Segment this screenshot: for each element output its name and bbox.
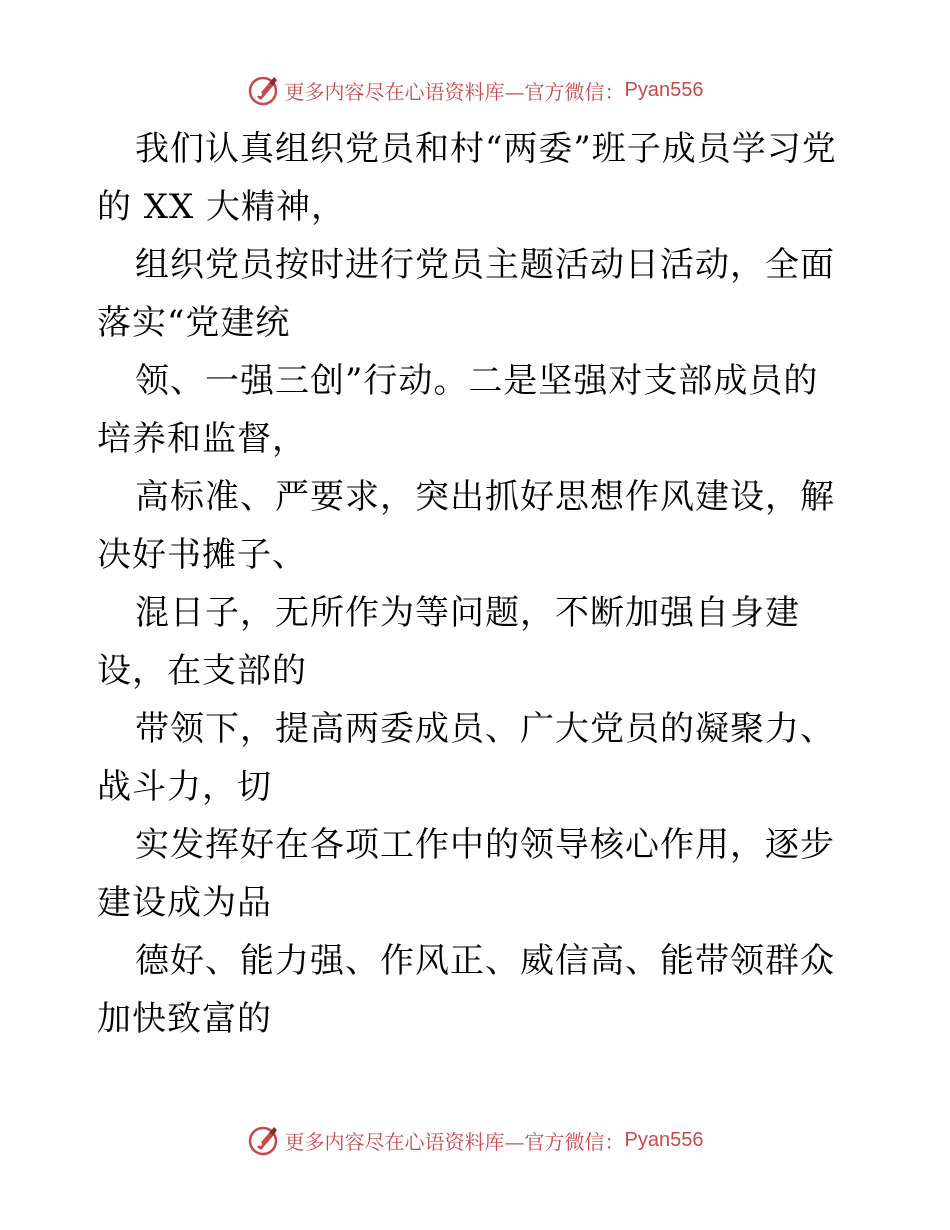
paragraph-3: 领、一强三创”行动。二是坚强对支部成员的培养和监督， [97, 361, 819, 459]
paragraph-5: 混日子，无所作为等问题，不断加强自身建设，在支部的 [97, 593, 800, 691]
pen-logo-icon [247, 1123, 281, 1157]
paragraph-6: 带领下，提高两委成员、广大党员的凝聚力、战斗力，切 [97, 709, 835, 807]
paragraph-4: 高标准、严要求，突出抓好思想作风建设，解决好书摊子、 [97, 477, 835, 575]
paragraph-7: 实发挥好在各项工作中的领导核心作用，逐步建设成为品 [97, 825, 835, 923]
paragraph-1: 我们认真组织党员和村“两委”班子成员学习党的 XX 大精神， [97, 129, 837, 227]
header-banner [0, 70, 950, 110]
pen-logo-icon [247, 73, 281, 107]
header-banner-id: Pyan556 [624, 78, 704, 101]
document-body [97, 120, 853, 1048]
paragraph-2: 组织党员按时进行党员主题活动日活动，全面落实“党建统 [97, 245, 835, 343]
footer-banner-text: 更多内容尽在心语资料库—官方微信： [284, 1129, 625, 1154]
paragraph-8: 德好、能力强、作风正、威信高、能带领群众加快致富的 [97, 941, 835, 1039]
footer-banner [0, 1120, 950, 1160]
header-banner-text: 更多内容尽在心语资料库—官方微信： [284, 79, 625, 104]
footer-banner-id: Pyan556 [624, 1128, 704, 1151]
